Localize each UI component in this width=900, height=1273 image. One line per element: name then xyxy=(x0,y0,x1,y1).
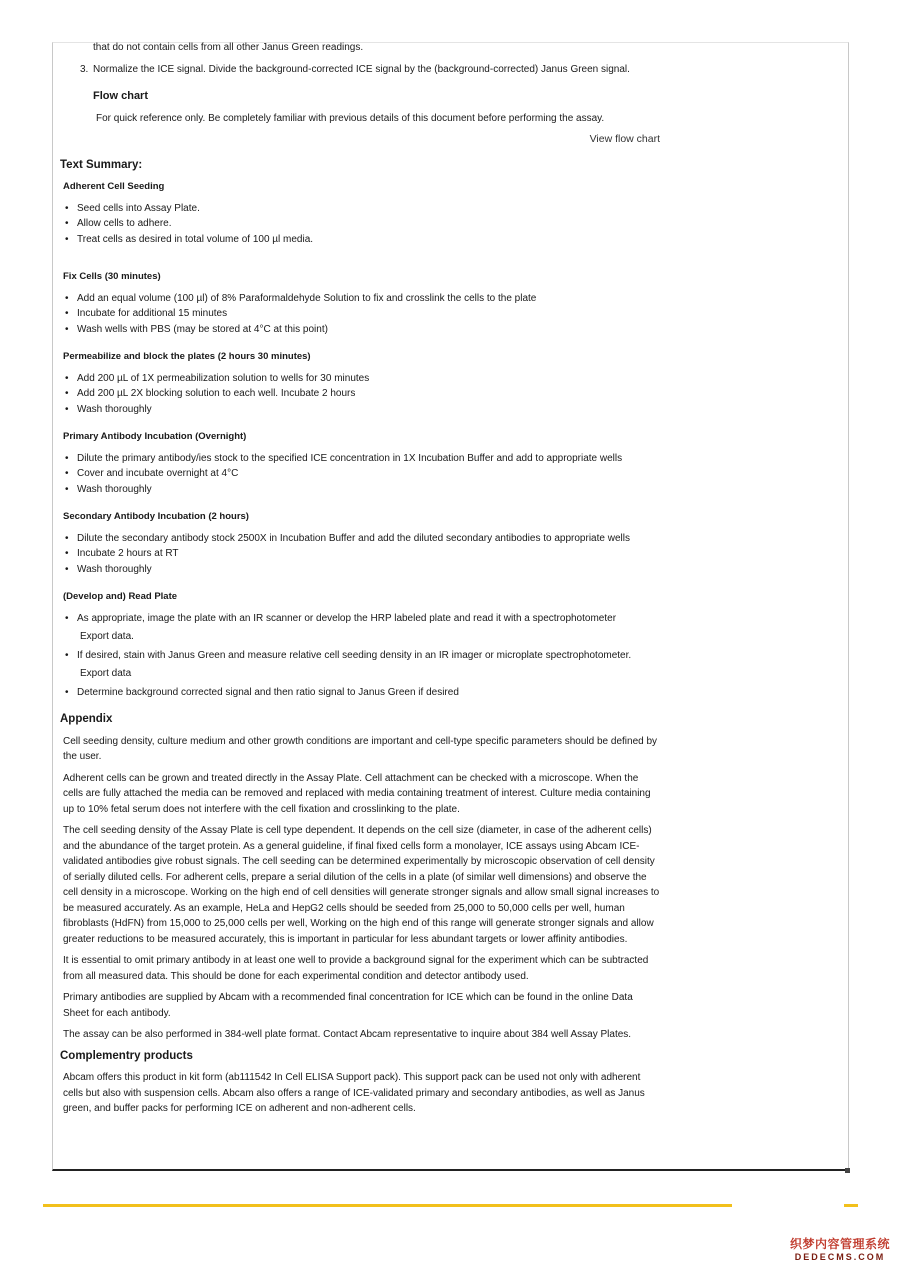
list-item: • Wash thoroughly xyxy=(77,482,660,498)
watermark-en: DEDECMS.COM xyxy=(794,1252,886,1262)
list-item: • Seed cells into Assay Plate. xyxy=(77,201,660,217)
step-number: 3. xyxy=(80,63,89,75)
footer-accent-bar xyxy=(43,1204,732,1207)
appendix-paragraph: The assay can be also performed in 384-well plate format. Contact Abcam representative to inquire about 384 well Assay Plates. xyxy=(63,1029,632,1040)
appendix-title: Appendix xyxy=(60,713,113,725)
list-item-text: If desired, stain with Janus Green and measure relative cell seeding density in an IR imager or microplate spectrophotometer. xyxy=(77,649,632,661)
appendix-paragraph: It is essential to omit primary antibody in at least one well to provide a background signal for the experiment which can be subtracted from all measured data. This should be done for each experimental condition and detector antibody used. xyxy=(63,955,649,982)
list-item: • Cover and incubate overnight at 4°C xyxy=(77,466,660,482)
list-item: • Dilute the primary antibody/ies stock to the specified ICE concentration in 1X Incubation Buffer and add to appropriate wells xyxy=(77,451,660,467)
step-3 xyxy=(60,62,660,78)
list-item: • Add 200 µL 2X blocking solution to each well. Incubate 2 hours xyxy=(77,386,660,402)
list-item-text: As appropriate, image the plate with an IR scanner or develop the HRP labeled plate and read it with a spectrophotometer xyxy=(77,612,617,624)
flow-chart-note: For quick reference only. Be completely familiar with previous details of this document before performing the assay. xyxy=(96,112,605,124)
list-item: • Wash thoroughly xyxy=(77,402,660,418)
summary-section-title: Adherent Cell Seeding xyxy=(63,181,165,192)
footer-accent-bar-right xyxy=(844,1204,858,1207)
summary-list xyxy=(60,611,660,701)
appendix-paragraph: Cell seeding density, culture medium and other growth conditions are important and cell-type specific parameters should be defined by the user. xyxy=(63,735,658,762)
list-item: • Dilute the secondary antibody stock 2500X in Incubation Buffer and add the diluted secondary antibodies to appropriate wells xyxy=(77,531,660,547)
appendix-paragraph: The cell seeding density of the Assay Plate is cell type dependent. It depends on the cell size (diameter, in case of the adherent cells) and the abundance of the target protein. As a general guideline, if final fixed cells form a monolayer, ICE assays using Abcam ICE-validated antibodies give robust signals. The cell seeding can be determined experimentally by microscopic observation of cell density of serially diluted cells. For adherent cells, prepare a serial dilution of the cells in a plate (of similar well dimensions) and observe the cell density in a microscope. Working on the high end of cell densities will generate stronger signals and allow small signal increases to be measured accurately. As an example, HeLa and HepG2 cells should be seeded from 25,000 to 50,000 cells per well, human fibroblasts (HdFN) from 15,000 to 25,000 cells per well, Working on the high end of this range will generate stronger signals and allow greater reductions to be measured accurately, this is important in particular for less abundant targets or lower affinity antibodies. xyxy=(63,825,660,945)
step-text: Normalize the ICE signal. Divide the background-corrected ICE signal by the (background-corrected) Janus Green signal. xyxy=(93,63,630,75)
list-item: • Determine background corrected signal and then ratio signal to Janus Green if desired xyxy=(77,685,660,701)
list-item: • Wash wells with PBS (may be stored at 4°C at this point) xyxy=(77,322,660,338)
appendix-paragraph: Adherent cells can be grown and treated directly in the Assay Plate. Cell attachment can be checked with a microscope. When the cells are fully attached the media can be removed and replaced with media containing treatment of interest. Culture media containing up to 10% fetal serum does not interfere with the cell fixation and crosslinking to the plate. xyxy=(63,772,651,815)
summary-section-title: Fix Cells (30 minutes) xyxy=(63,271,161,282)
list-item xyxy=(77,648,660,682)
summary-section-title: Secondary Antibody Incubation (2 hours) xyxy=(63,511,249,522)
complementary-paragraph: Abcam offers this product in kit form (ab111542 In Cell ELISA Support pack). This support pack can be used not only with adherent cells but also with suspension cells. Abcam also offers a range of ICE-validated primary and secondary antibodies, as well as Janus green, and buffer packs for performing ICE on adherent and non-adherent cells. xyxy=(63,1072,645,1114)
step-continuation: that do not contain cells from all other Janus Green readings. xyxy=(93,42,364,53)
watermark-logo xyxy=(788,1237,892,1263)
summary-list xyxy=(60,371,660,418)
frame-corner xyxy=(845,1168,850,1173)
export-data-note: Export data. xyxy=(80,631,134,642)
list-item: • Incubate for additional 15 minutes xyxy=(77,306,660,322)
watermark-cn: 织梦内容管理系统 xyxy=(789,1237,890,1251)
list-item: • Incubate 2 hours at RT xyxy=(77,546,660,562)
summary-section-title: Permeabilize and block the plates (2 hours 30 minutes) xyxy=(63,351,311,362)
summary-section-title: (Develop and) Read Plate xyxy=(63,591,178,602)
document-content xyxy=(60,40,660,1123)
list-item: • Add 200 µL of 1X permeabilization solution to wells for 30 minutes xyxy=(77,371,660,387)
list-item: • Treat cells as desired in total volume of 100 µl media. xyxy=(77,232,660,248)
export-data-note: Export data xyxy=(80,668,132,679)
view-flow-chart-link[interactable]: View flow chart xyxy=(589,133,660,145)
summary-list xyxy=(60,451,660,498)
summary-section-title: Primary Antibody Incubation (Overnight) xyxy=(63,431,247,442)
complementary-title: Complementry products xyxy=(60,1049,193,1062)
appendix-paragraph: Primary antibodies are supplied by Abcam with a recommended final concentration for ICE which can be found in the online Data Sheet for each antibody. xyxy=(63,992,633,1019)
list-item: • Add an equal volume (100 µl) of 8% Paraformaldehyde Solution to fix and crosslink the cells to the plate xyxy=(77,291,660,307)
list-item: • Wash thoroughly xyxy=(77,562,660,578)
summary-list xyxy=(60,291,660,338)
text-summary-title: Text Summary: xyxy=(60,158,143,171)
list-item xyxy=(77,611,660,645)
summary-list xyxy=(60,201,660,248)
flow-chart-title: Flow chart xyxy=(93,90,149,102)
list-item: • Allow cells to adhere. xyxy=(77,216,660,232)
summary-list xyxy=(60,531,660,578)
